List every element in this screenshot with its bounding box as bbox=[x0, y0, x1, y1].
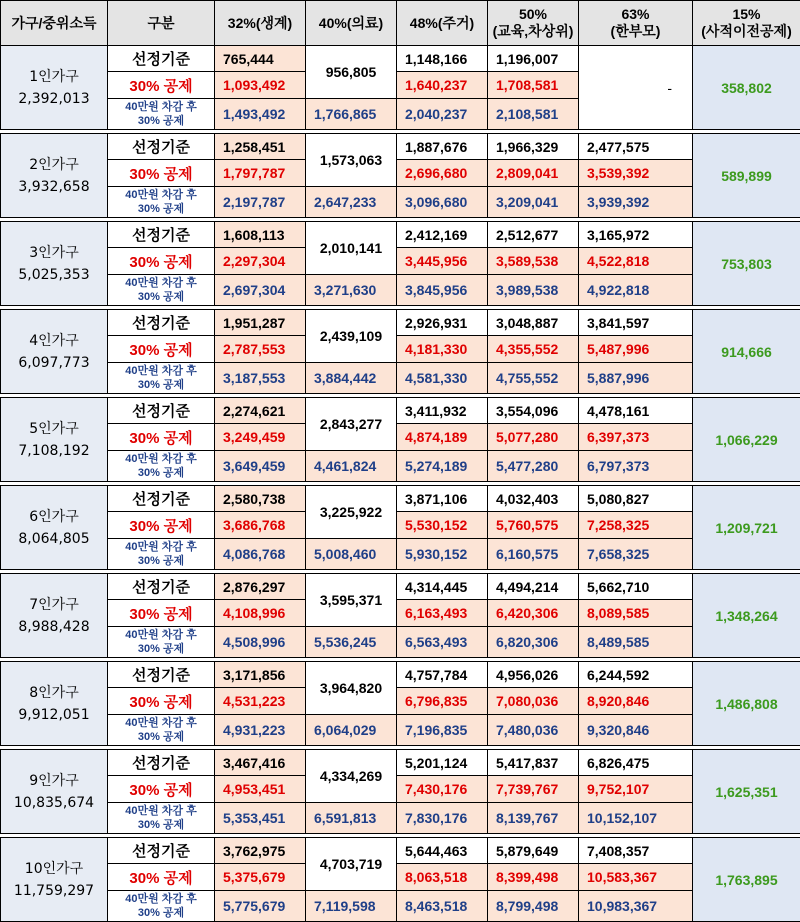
cell-after-48: 6,563,493 bbox=[397, 627, 488, 658]
label-deduct: 30% 공제 bbox=[108, 72, 215, 99]
cell-base-40: 4,334,269 bbox=[306, 750, 397, 803]
household-size: 4인가구 bbox=[29, 333, 78, 349]
header-48: 48%(주거) bbox=[397, 1, 488, 46]
label-base: 선정기준 bbox=[108, 486, 215, 512]
cell-after-48: 7,830,176 bbox=[397, 803, 488, 834]
cell-ded-50: 2,809,041 bbox=[488, 160, 579, 187]
table-row bbox=[1, 574, 800, 600]
cell-ded-48: 4,874,189 bbox=[397, 424, 488, 451]
cell-base-32: 3,467,416 bbox=[215, 750, 306, 776]
table-row bbox=[1, 398, 800, 424]
cell-15: 914,666 bbox=[693, 310, 800, 394]
table-row bbox=[1, 187, 800, 218]
header-40: 40%(의료) bbox=[306, 1, 397, 46]
cell-after-50: 8,799,498 bbox=[488, 891, 579, 922]
cell-after-32: 4,086,768 bbox=[215, 539, 306, 570]
cell-15: 1,348,264 bbox=[693, 574, 800, 658]
household-cell bbox=[1, 838, 108, 922]
cell-15: 1,486,808 bbox=[693, 662, 800, 746]
household-size: 2인가구 bbox=[29, 157, 78, 173]
cell-ded-32: 4,953,451 bbox=[215, 776, 306, 803]
cell-base-32: 1,608,113 bbox=[215, 222, 306, 248]
table-row bbox=[1, 539, 800, 570]
table-row bbox=[1, 160, 800, 187]
table-row bbox=[1, 688, 800, 715]
cell-ded-48: 7,430,176 bbox=[397, 776, 488, 803]
cell-after-40: 7,119,598 bbox=[306, 891, 397, 922]
household-cell bbox=[1, 398, 108, 482]
cell-ded-48: 2,696,680 bbox=[397, 160, 488, 187]
cell-base-32: 3,171,856 bbox=[215, 662, 306, 688]
household-cell bbox=[1, 486, 108, 570]
cell-ded-48: 3,445,956 bbox=[397, 248, 488, 275]
cell-after-40: 6,591,813 bbox=[306, 803, 397, 834]
cell-base-48: 1,887,676 bbox=[397, 134, 488, 160]
median-income: 2,392,013 bbox=[18, 91, 89, 107]
label-after: 40만원 차감 후 30% 공제 bbox=[108, 451, 215, 482]
label-deduct: 30% 공제 bbox=[108, 600, 215, 627]
cell-15: 358,802 bbox=[693, 46, 800, 130]
household-size: 6인가구 bbox=[29, 509, 78, 525]
label-deduct: 30% 공제 bbox=[108, 424, 215, 451]
cell-ded-50: 6,420,306 bbox=[488, 600, 579, 627]
cell-ded-50: 4,355,552 bbox=[488, 336, 579, 363]
cell-base-63: 3,841,597 bbox=[579, 310, 693, 336]
cell-ded-63: 10,583,367 bbox=[579, 864, 693, 891]
label-deduct: 30% 공제 bbox=[108, 512, 215, 539]
table-row bbox=[1, 451, 800, 482]
header-32: 32%(생계) bbox=[215, 1, 306, 46]
cell-base-63: 5,080,827 bbox=[579, 486, 693, 512]
cell-ded-50: 7,080,036 bbox=[488, 688, 579, 715]
cell-ded-32: 3,686,768 bbox=[215, 512, 306, 539]
table-row bbox=[1, 424, 800, 451]
label-deduct: 30% 공제 bbox=[108, 864, 215, 891]
cell-base-50: 2,512,677 bbox=[488, 222, 579, 248]
cell-base-32: 765,444 bbox=[215, 46, 306, 72]
cell-after-48: 8,463,518 bbox=[397, 891, 488, 922]
median-income: 5,025,353 bbox=[18, 267, 89, 283]
median-income: 8,988,428 bbox=[18, 619, 89, 635]
cell-ded-48: 1,640,237 bbox=[397, 72, 488, 99]
cell-base-50: 3,554,096 bbox=[488, 398, 579, 424]
cell-base-32: 2,876,297 bbox=[215, 574, 306, 600]
cell-after-40: 3,884,442 bbox=[306, 363, 397, 394]
median-income: 8,064,805 bbox=[18, 531, 89, 547]
cell-ded-63: 4,522,818 bbox=[579, 248, 693, 275]
table-row bbox=[1, 222, 800, 248]
cell-base-40: 1,573,063 bbox=[306, 134, 397, 187]
cell-after-63: 3,939,392 bbox=[579, 187, 693, 218]
cell-ded-50: 1,708,581 bbox=[488, 72, 579, 99]
label-after: 40만원 차감 후 30% 공제 bbox=[108, 803, 215, 834]
cell-after-40: 4,461,824 bbox=[306, 451, 397, 482]
cell-base-50: 5,417,837 bbox=[488, 750, 579, 776]
cell-base-32: 1,258,451 bbox=[215, 134, 306, 160]
cell-base-50: 3,048,887 bbox=[488, 310, 579, 336]
cell-ded-32: 2,297,304 bbox=[215, 248, 306, 275]
label-after: 40만원 차감 후 30% 공제 bbox=[108, 363, 215, 394]
cell-ded-32: 1,797,787 bbox=[215, 160, 306, 187]
cell-15: 753,803 bbox=[693, 222, 800, 306]
cell-ded-50: 7,739,767 bbox=[488, 776, 579, 803]
table-row bbox=[1, 336, 800, 363]
label-base: 선정기준 bbox=[108, 46, 215, 72]
cell-after-50: 7,480,036 bbox=[488, 715, 579, 746]
household-size: 1인가구 bbox=[29, 69, 78, 85]
cell-after-40: 2,647,233 bbox=[306, 187, 397, 218]
cell-after-32: 2,697,304 bbox=[215, 275, 306, 306]
table-row bbox=[1, 248, 800, 275]
header-50: 50% (교육,차상위) bbox=[488, 1, 579, 46]
cell-after-32: 3,187,553 bbox=[215, 363, 306, 394]
label-base: 선정기준 bbox=[108, 310, 215, 336]
cell-15: 1,209,721 bbox=[693, 486, 800, 570]
table-row bbox=[1, 46, 800, 72]
cell-base-63: 3,165,972 bbox=[579, 222, 693, 248]
cell-after-48: 5,930,152 bbox=[397, 539, 488, 570]
cell-after-48: 5,274,189 bbox=[397, 451, 488, 482]
cell-ded-48: 8,063,518 bbox=[397, 864, 488, 891]
cell-base-32: 2,274,621 bbox=[215, 398, 306, 424]
cell-after-63: 6,797,373 bbox=[579, 451, 693, 482]
table-row bbox=[1, 310, 800, 336]
cell-after-48: 7,196,835 bbox=[397, 715, 488, 746]
household-cell bbox=[1, 134, 108, 218]
cell-ded-63: 3,539,392 bbox=[579, 160, 693, 187]
cell-base-63: 5,662,710 bbox=[579, 574, 693, 600]
cell-after-63: 10,152,107 bbox=[579, 803, 693, 834]
cell-ded-63: 8,089,585 bbox=[579, 600, 693, 627]
cell-base-40: 4,703,719 bbox=[306, 838, 397, 891]
label-deduct: 30% 공제 bbox=[108, 248, 215, 275]
household-cell bbox=[1, 750, 108, 834]
label-deduct: 30% 공제 bbox=[108, 336, 215, 363]
label-base: 선정기준 bbox=[108, 222, 215, 248]
household-cell bbox=[1, 662, 108, 746]
label-base: 선정기준 bbox=[108, 838, 215, 864]
cell-ded-48: 5,530,152 bbox=[397, 512, 488, 539]
cell-base-48: 5,201,124 bbox=[397, 750, 488, 776]
cell-base-40: 3,595,371 bbox=[306, 574, 397, 627]
header-household: 가구/중위소득 bbox=[1, 1, 108, 46]
table-row bbox=[1, 275, 800, 306]
label-after: 40만원 차감 후 30% 공제 bbox=[108, 627, 215, 658]
label-base: 선정기준 bbox=[108, 750, 215, 776]
household-size: 8인가구 bbox=[29, 685, 78, 701]
cell-after-50: 8,139,767 bbox=[488, 803, 579, 834]
cell-after-50: 6,160,575 bbox=[488, 539, 579, 570]
table-row bbox=[1, 662, 800, 688]
cell-15: 1,763,895 bbox=[693, 838, 800, 922]
cell-ded-32: 5,375,679 bbox=[215, 864, 306, 891]
label-after: 40만원 차감 후 30% 공제 bbox=[108, 539, 215, 570]
table-row bbox=[1, 864, 800, 891]
cell-base-63: 7,408,357 bbox=[579, 838, 693, 864]
cell-base-63: 2,477,575 bbox=[579, 134, 693, 160]
cell-after-40: 6,064,029 bbox=[306, 715, 397, 746]
household-size: 3인가구 bbox=[29, 245, 78, 261]
cell-after-63: 10,983,367 bbox=[579, 891, 693, 922]
cell-base-40: 2,439,109 bbox=[306, 310, 397, 363]
median-income: 6,097,773 bbox=[18, 355, 89, 371]
cell-base-48: 4,314,445 bbox=[397, 574, 488, 600]
cell-after-63: 7,658,325 bbox=[579, 539, 693, 570]
label-base: 선정기준 bbox=[108, 662, 215, 688]
cell-after-40: 5,008,460 bbox=[306, 539, 397, 570]
label-after: 40만원 차감 후 30% 공제 bbox=[108, 99, 215, 130]
cell-after-48: 4,581,330 bbox=[397, 363, 488, 394]
cell-ded-50: 5,077,280 bbox=[488, 424, 579, 451]
median-income: 9,912,051 bbox=[18, 707, 89, 723]
cell-after-63: 4,922,818 bbox=[579, 275, 693, 306]
cell-base-50: 4,032,403 bbox=[488, 486, 579, 512]
cell-after-50: 6,820,306 bbox=[488, 627, 579, 658]
cell-after-32: 5,775,679 bbox=[215, 891, 306, 922]
cell-ded-50: 3,589,538 bbox=[488, 248, 579, 275]
cell-base-50: 1,966,329 bbox=[488, 134, 579, 160]
cell-after-32: 4,508,996 bbox=[215, 627, 306, 658]
label-deduct: 30% 공제 bbox=[108, 776, 215, 803]
label-base: 선정기준 bbox=[108, 134, 215, 160]
cell-ded-63: 7,258,325 bbox=[579, 512, 693, 539]
table-row bbox=[1, 776, 800, 803]
cell-base-32: 2,580,738 bbox=[215, 486, 306, 512]
label-base: 선정기준 bbox=[108, 398, 215, 424]
cell-after-50: 3,209,041 bbox=[488, 187, 579, 218]
cell-base-40: 3,964,820 bbox=[306, 662, 397, 715]
cell-base-48: 1,148,166 bbox=[397, 46, 488, 72]
cell-base-48: 5,644,463 bbox=[397, 838, 488, 864]
cell-after-32: 5,353,451 bbox=[215, 803, 306, 834]
label-deduct: 30% 공제 bbox=[108, 688, 215, 715]
household-cell bbox=[1, 310, 108, 394]
cell-base-50: 4,956,026 bbox=[488, 662, 579, 688]
cell-base-48: 3,871,106 bbox=[397, 486, 488, 512]
cell-15: 1,625,351 bbox=[693, 750, 800, 834]
cell-15: 1,066,229 bbox=[693, 398, 800, 482]
cell-base-63: 4,478,161 bbox=[579, 398, 693, 424]
cell-ded-63: 8,920,846 bbox=[579, 688, 693, 715]
table-row bbox=[1, 512, 800, 539]
cell-after-32: 3,649,459 bbox=[215, 451, 306, 482]
cell-after-48: 3,845,956 bbox=[397, 275, 488, 306]
header-63: 63% (한부모) bbox=[579, 1, 693, 46]
table-row bbox=[1, 600, 800, 627]
household-cell bbox=[1, 46, 108, 130]
cell-base-50: 4,494,214 bbox=[488, 574, 579, 600]
cell-ded-48: 6,163,493 bbox=[397, 600, 488, 627]
label-after: 40만원 차감 후 30% 공제 bbox=[108, 275, 215, 306]
household-cell bbox=[1, 574, 108, 658]
cell-ded-48: 6,796,835 bbox=[397, 688, 488, 715]
label-after: 40만원 차감 후 30% 공제 bbox=[108, 891, 215, 922]
cell-base-48: 2,926,931 bbox=[397, 310, 488, 336]
cell-ded-63: 9,752,107 bbox=[579, 776, 693, 803]
cell-63-empty: - bbox=[579, 46, 693, 130]
cell-after-40: 3,271,630 bbox=[306, 275, 397, 306]
median-income: 7,108,192 bbox=[18, 443, 89, 459]
cell-base-48: 2,412,169 bbox=[397, 222, 488, 248]
household-size: 7인가구 bbox=[29, 597, 78, 613]
table-row bbox=[1, 838, 800, 864]
cell-base-48: 4,757,784 bbox=[397, 662, 488, 688]
table-row bbox=[1, 134, 800, 160]
cell-ded-32: 3,249,459 bbox=[215, 424, 306, 451]
table-row bbox=[1, 715, 800, 746]
median-income: 3,932,658 bbox=[18, 179, 89, 195]
cell-ded-32: 4,108,996 bbox=[215, 600, 306, 627]
cell-after-50: 3,989,538 bbox=[488, 275, 579, 306]
cell-after-50: 2,108,581 bbox=[488, 99, 579, 130]
cell-after-40: 1,766,865 bbox=[306, 99, 397, 130]
cell-base-32: 3,762,975 bbox=[215, 838, 306, 864]
cell-base-50: 5,879,649 bbox=[488, 838, 579, 864]
median-income: 11,759,297 bbox=[14, 883, 94, 899]
cell-base-40: 3,225,922 bbox=[306, 486, 397, 539]
household-size: 10인가구 bbox=[25, 861, 83, 877]
cell-ded-32: 1,093,492 bbox=[215, 72, 306, 99]
label-after: 40만원 차감 후 30% 공제 bbox=[108, 715, 215, 746]
table-row bbox=[1, 750, 800, 776]
cell-after-32: 2,197,787 bbox=[215, 187, 306, 218]
label-base: 선정기준 bbox=[108, 574, 215, 600]
cell-base-40: 2,843,277 bbox=[306, 398, 397, 451]
cell-after-63: 9,320,846 bbox=[579, 715, 693, 746]
cell-base-32: 1,951,287 bbox=[215, 310, 306, 336]
label-after: 40만원 차감 후 30% 공제 bbox=[108, 187, 215, 218]
cell-after-48: 3,096,680 bbox=[397, 187, 488, 218]
cell-ded-50: 8,399,498 bbox=[488, 864, 579, 891]
cell-after-32: 4,931,223 bbox=[215, 715, 306, 746]
cell-base-40: 2,010,141 bbox=[306, 222, 397, 275]
header-category: 구분 bbox=[108, 1, 215, 46]
header-row bbox=[1, 1, 800, 46]
household-size: 5인가구 bbox=[29, 421, 78, 437]
cell-after-32: 1,493,492 bbox=[215, 99, 306, 130]
table-row bbox=[1, 363, 800, 394]
cell-after-40: 5,536,245 bbox=[306, 627, 397, 658]
table-row bbox=[1, 486, 800, 512]
table-row bbox=[1, 627, 800, 658]
cell-after-63: 5,887,996 bbox=[579, 363, 693, 394]
table-row bbox=[1, 891, 800, 922]
cell-base-48: 3,411,932 bbox=[397, 398, 488, 424]
cell-after-50: 5,477,280 bbox=[488, 451, 579, 482]
cell-base-50: 1,196,007 bbox=[488, 46, 579, 72]
table-row bbox=[1, 803, 800, 834]
cell-base-63: 6,244,592 bbox=[579, 662, 693, 688]
cell-after-48: 2,040,237 bbox=[397, 99, 488, 130]
cell-ded-63: 6,397,373 bbox=[579, 424, 693, 451]
header-15: 15% (사적이전공제) bbox=[693, 1, 800, 46]
cell-15: 589,899 bbox=[693, 134, 800, 218]
cell-after-63: 8,489,585 bbox=[579, 627, 693, 658]
cell-after-50: 4,755,552 bbox=[488, 363, 579, 394]
median-income: 10,835,674 bbox=[14, 795, 94, 811]
cell-base-63: 6,826,475 bbox=[579, 750, 693, 776]
cell-ded-50: 5,760,575 bbox=[488, 512, 579, 539]
cell-ded-63: 5,487,996 bbox=[579, 336, 693, 363]
household-cell bbox=[1, 222, 108, 306]
label-deduct: 30% 공제 bbox=[108, 160, 215, 187]
cell-ded-48: 4,181,330 bbox=[397, 336, 488, 363]
cell-ded-32: 4,531,223 bbox=[215, 688, 306, 715]
cell-base-40: 956,805 bbox=[306, 46, 397, 99]
household-size: 9인가구 bbox=[29, 773, 78, 789]
cell-ded-32: 2,787,553 bbox=[215, 336, 306, 363]
